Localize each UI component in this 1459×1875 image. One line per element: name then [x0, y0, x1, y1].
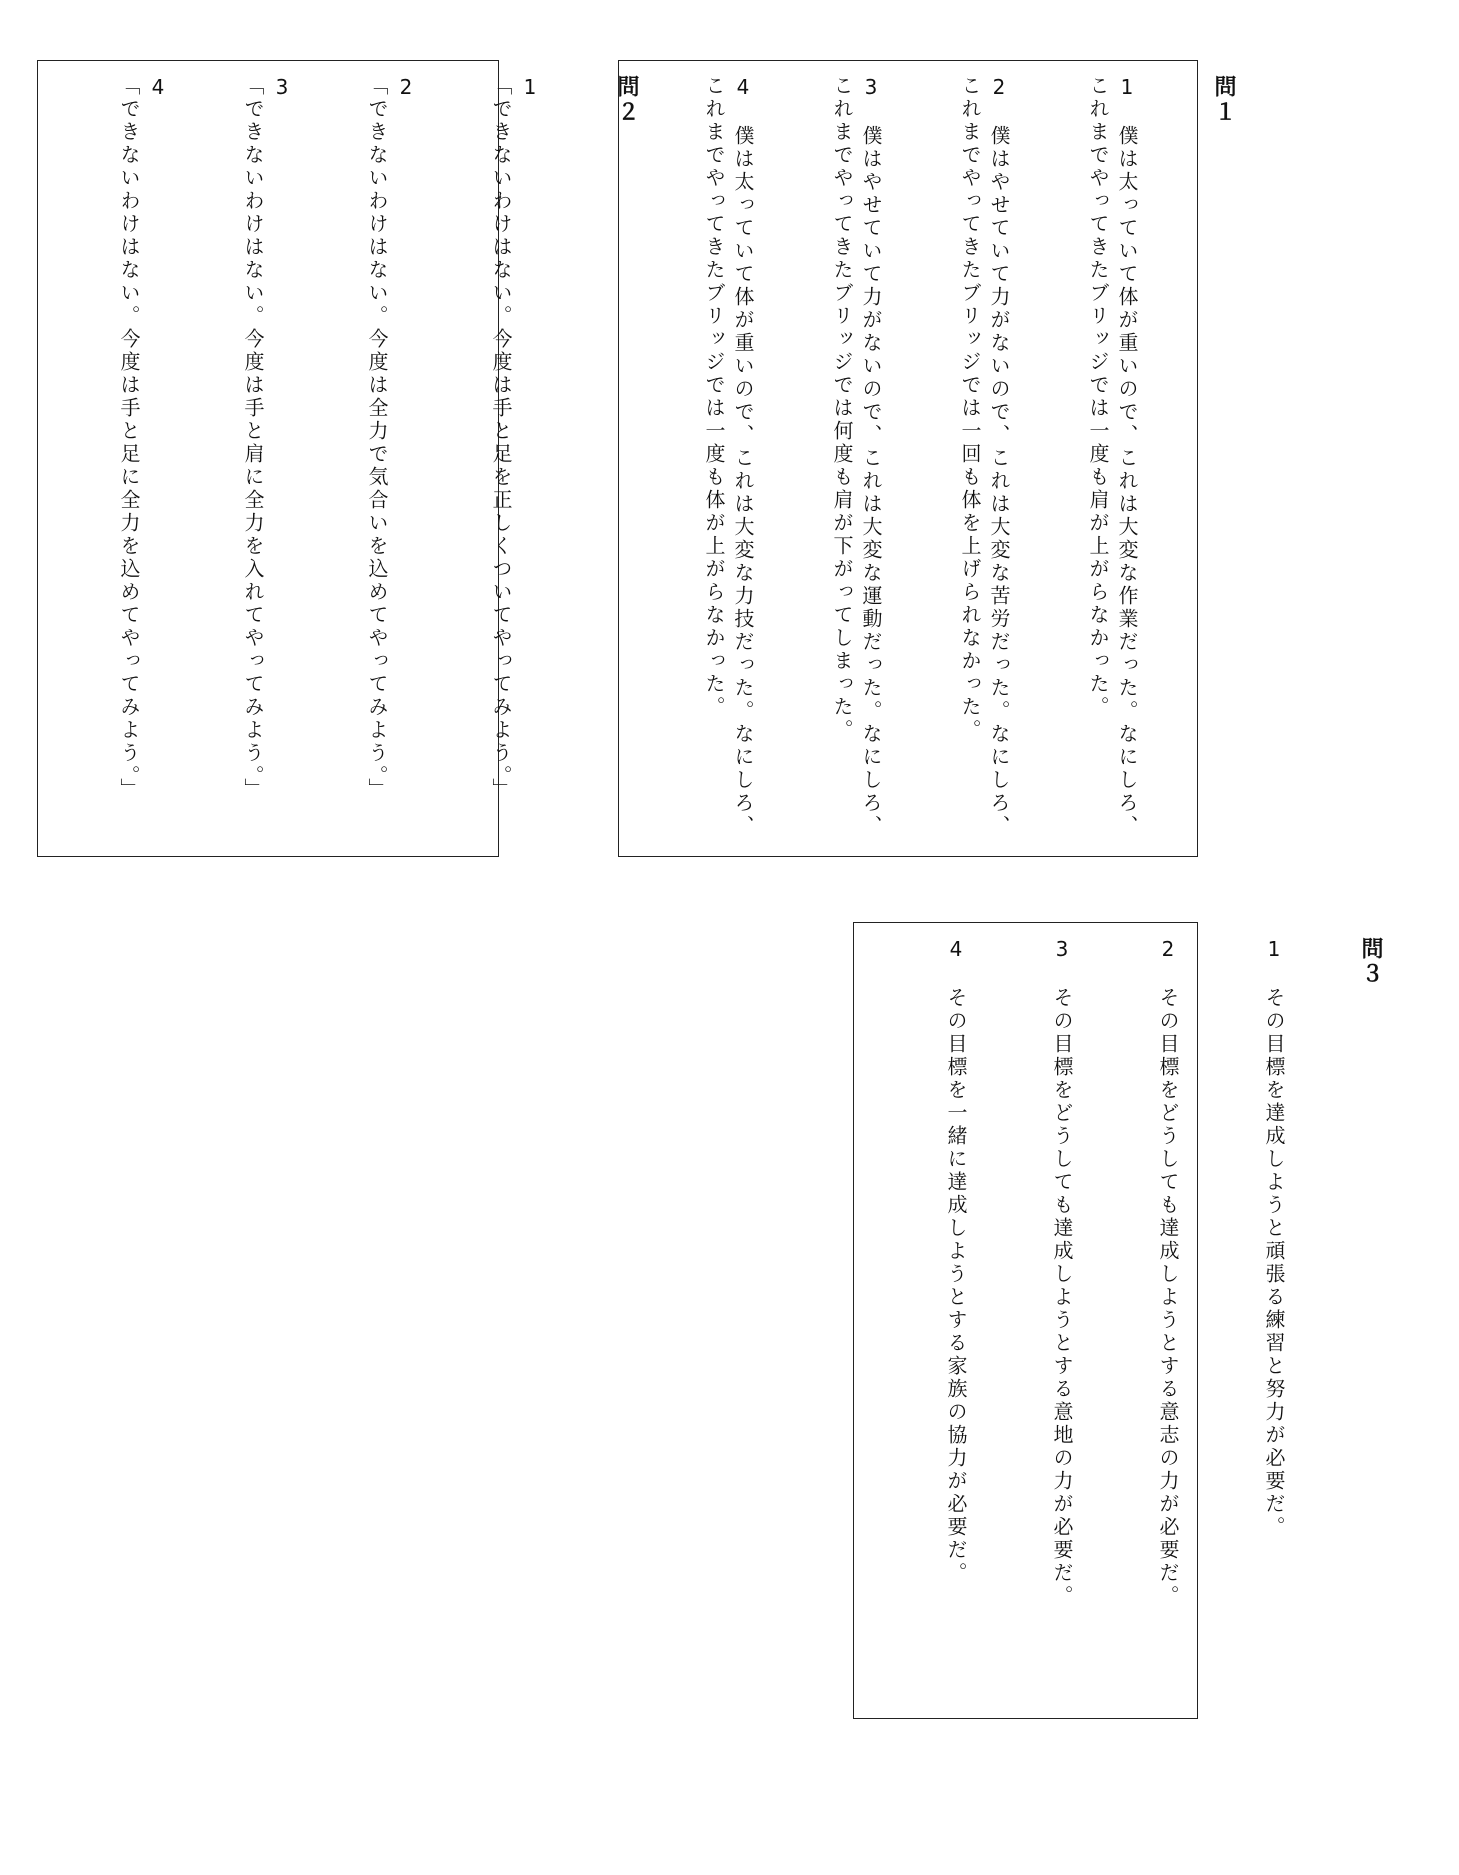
option-number: 1	[1115, 75, 1139, 102]
option-text: その目標を一緒に達成しようとする家族の協力が必要だ。	[944, 987, 968, 1585]
option-text: 「できないわけはない。今度は手と肩に全力を入れてやってみよう。」	[241, 75, 265, 801]
question-3-option-2[interactable]	[1153, 937, 1182, 1700]
option-number: 1	[1262, 937, 1286, 964]
option-number: 1	[518, 75, 542, 102]
question-3-text	[854, 923, 1459, 1718]
question-2-text	[38, 61, 715, 856]
option-number: 3	[859, 75, 883, 102]
option-text: 「できないわけはない。今度は手と足を正しくついてやってみよう。」	[489, 75, 513, 801]
option-text: 「できないわけはない。今度は全力で気合いを込めてやってみよう。」	[365, 75, 389, 801]
question-2-box	[37, 60, 640, 857]
question-3-option-1[interactable]	[1259, 937, 1288, 1700]
question-3-option-4[interactable]	[941, 937, 970, 1700]
option-number: 3	[270, 75, 294, 102]
question-2-option-3[interactable]	[238, 75, 296, 838]
question-3-heading: 問３	[1358, 937, 1384, 987]
option-number: 2	[1156, 937, 1180, 964]
question-2-option-1[interactable]	[486, 75, 544, 838]
question-2-heading: 問２	[614, 75, 640, 125]
option-text: その目標を達成しようと頑張る練習と努力が必要だ。	[1262, 987, 1286, 1539]
question-1-heading: 問１	[1211, 75, 1237, 125]
option-text: 僕はやせていて力がないので、これは大変な運動だった。なにしろ、これまでやってきたブリッジでは何度も肩が下がってしまった。	[830, 75, 883, 838]
option-number: 2	[394, 75, 418, 102]
question-1-option-2[interactable]	[955, 75, 1013, 838]
question-2-option-2[interactable]	[362, 75, 420, 838]
option-number: 2	[987, 75, 1011, 102]
option-text: 僕はやせていて力がないので、これは大変な苦労だった。なにしろ、これまでやってきたブリッジでは一回も体を上げられなかった。	[958, 75, 1011, 838]
option-number: 3	[1050, 937, 1074, 964]
question-1-text	[619, 61, 1312, 856]
option-text: 僕は太っていて体が重いので、これは大変な作業だった。なにしろ、これまでやってきたブリッジでは一度も肩が上がらなかった。	[1086, 75, 1139, 838]
option-text: 「できないわけはない。今度は手と足に全力を込めてやってみよう。」	[117, 75, 141, 801]
option-number: 4	[146, 75, 170, 102]
option-text: その目標をどうしても達成しようとする意地の力が必要だ。	[1050, 987, 1074, 1608]
option-text: その目標をどうしても達成しようとする意志の力が必要だ。	[1156, 987, 1180, 1608]
question-3-option-3[interactable]	[1047, 937, 1076, 1700]
option-number: 4	[731, 75, 755, 102]
option-text: 僕は太っていて体が重いので、これは大変な力技だった。なにしろ、これまでやってきたブリッジでは一度も体が上がらなかった。	[702, 75, 755, 838]
question-1-option-3[interactable]	[827, 75, 885, 838]
question-3-box	[853, 922, 1384, 1719]
option-number: 4	[944, 937, 968, 964]
question-1-option-1[interactable]	[1083, 75, 1141, 838]
question-2-option-4[interactable]	[114, 75, 172, 838]
